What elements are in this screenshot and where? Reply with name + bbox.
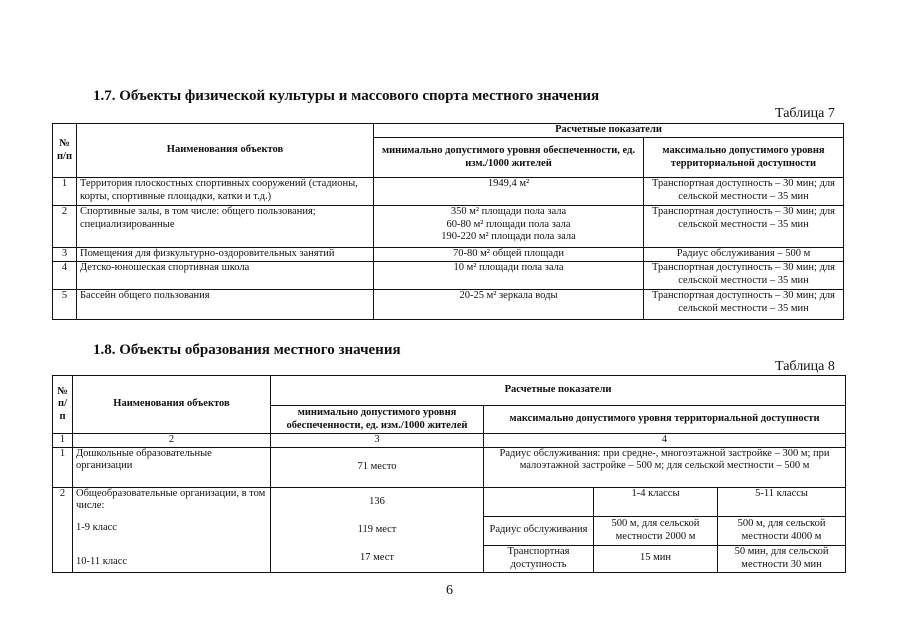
table-8-label: Таблица 8 bbox=[775, 359, 835, 374]
table-7 bbox=[52, 123, 844, 320]
table-row: 1 Территория плоскостных спортивных сооружений (стадионы, корты, спортивные площадки, катки и т.д.) 1949,4 м² Транспортная доступность – 30 мин; для сельской местности – 35 мин bbox=[53, 178, 844, 206]
table-row: 1 Дошкольные образовательные организации 71 место Радиус обслуживания: при средне-, многоэтажной застройке – 300 м; при малоэтажной застройке – 500 м; для сельской местности – 500 м bbox=[53, 447, 846, 487]
table-row: 3 Помещения для физкультурно-оздоровительных занятий 70-80 м² общей площади Радиус обслуживания – 500 м bbox=[53, 248, 844, 262]
table-row: 5 Бассейн общего пользования 20-25 м² зеркала воды Транспортная доступность – 30 мин; для сельской местности – 35 мин bbox=[53, 290, 844, 320]
table-row: Транспортная доступность 15 мин 50 мин, для сельской местности 30 мин bbox=[53, 545, 846, 572]
header-min: минимально допустимого уровня обеспеченности, ед. изм./1000 жителей bbox=[374, 138, 644, 178]
section-title-1-8: 1.8. Объекты образования местного значения bbox=[93, 342, 401, 358]
header-max: максимально допустимого уровня территориальной доступности bbox=[484, 406, 846, 434]
table-row: 4 Детско-юношеская спортивная школа 10 м² площади пола зала Транспортная доступность – 30 мин; для сельской местности – 35 мин bbox=[53, 262, 844, 290]
grades-5-11-header: 5-11 классы bbox=[718, 487, 846, 516]
general-education-capacity: 136 bbox=[369, 495, 385, 507]
header-name: Наименования объектов bbox=[73, 376, 271, 434]
grades-10-11-capacity: 17 мест bbox=[360, 551, 394, 563]
header-num: № п/п bbox=[53, 376, 73, 434]
table-row: 2 Общеобразовательные организации, в том числе: 1-9 класс 10-11 класс 136 119 мест 17 мест 1-4 классы 5-11 классы bbox=[53, 487, 846, 516]
table-row: 2 Спортивные залы, в том числе: общего пользования; специализированные 350 м² площади пола зала 60-80 м² площади пола зала 190-220 м² площади пола зала Транспортная доступность – 30 мин; для сельской местности – 35 мин bbox=[53, 206, 844, 248]
grades-1-9-label: 1-9 класс bbox=[76, 521, 117, 533]
grades-10-11-label: 10-11 класс bbox=[76, 555, 128, 567]
header-name: Наименования объектов bbox=[77, 124, 374, 178]
table-7-label: Таблица 7 bbox=[775, 106, 835, 121]
header-max: максимально допустимого уровня территориальной доступности bbox=[644, 138, 844, 178]
table-8 bbox=[52, 375, 846, 573]
page-number: 6 bbox=[446, 583, 453, 598]
grades-1-9-capacity: 119 мест bbox=[357, 523, 397, 535]
header-calc: Расчетные показатели bbox=[374, 124, 844, 138]
general-education-label: Общеобразовательные организации, в том числе: bbox=[76, 487, 266, 511]
table-row: Радиус обслуживания 500 м, для сельской местности 2000 м 500 м, для сельской местности 4000 м bbox=[53, 516, 846, 545]
section-title-1-7: 1.7. Объекты физической культуры и массового спорта местного значения bbox=[93, 88, 600, 104]
header-min: минимально допустимого уровня обеспеченности, ед. изм./1000 жителей bbox=[271, 406, 484, 434]
header-calc: Расчетные показатели bbox=[271, 376, 846, 406]
header-num: № п/п bbox=[53, 124, 77, 178]
grades-1-4-header: 1-4 классы bbox=[594, 487, 718, 516]
index-row: 1 2 3 4 bbox=[53, 434, 846, 448]
